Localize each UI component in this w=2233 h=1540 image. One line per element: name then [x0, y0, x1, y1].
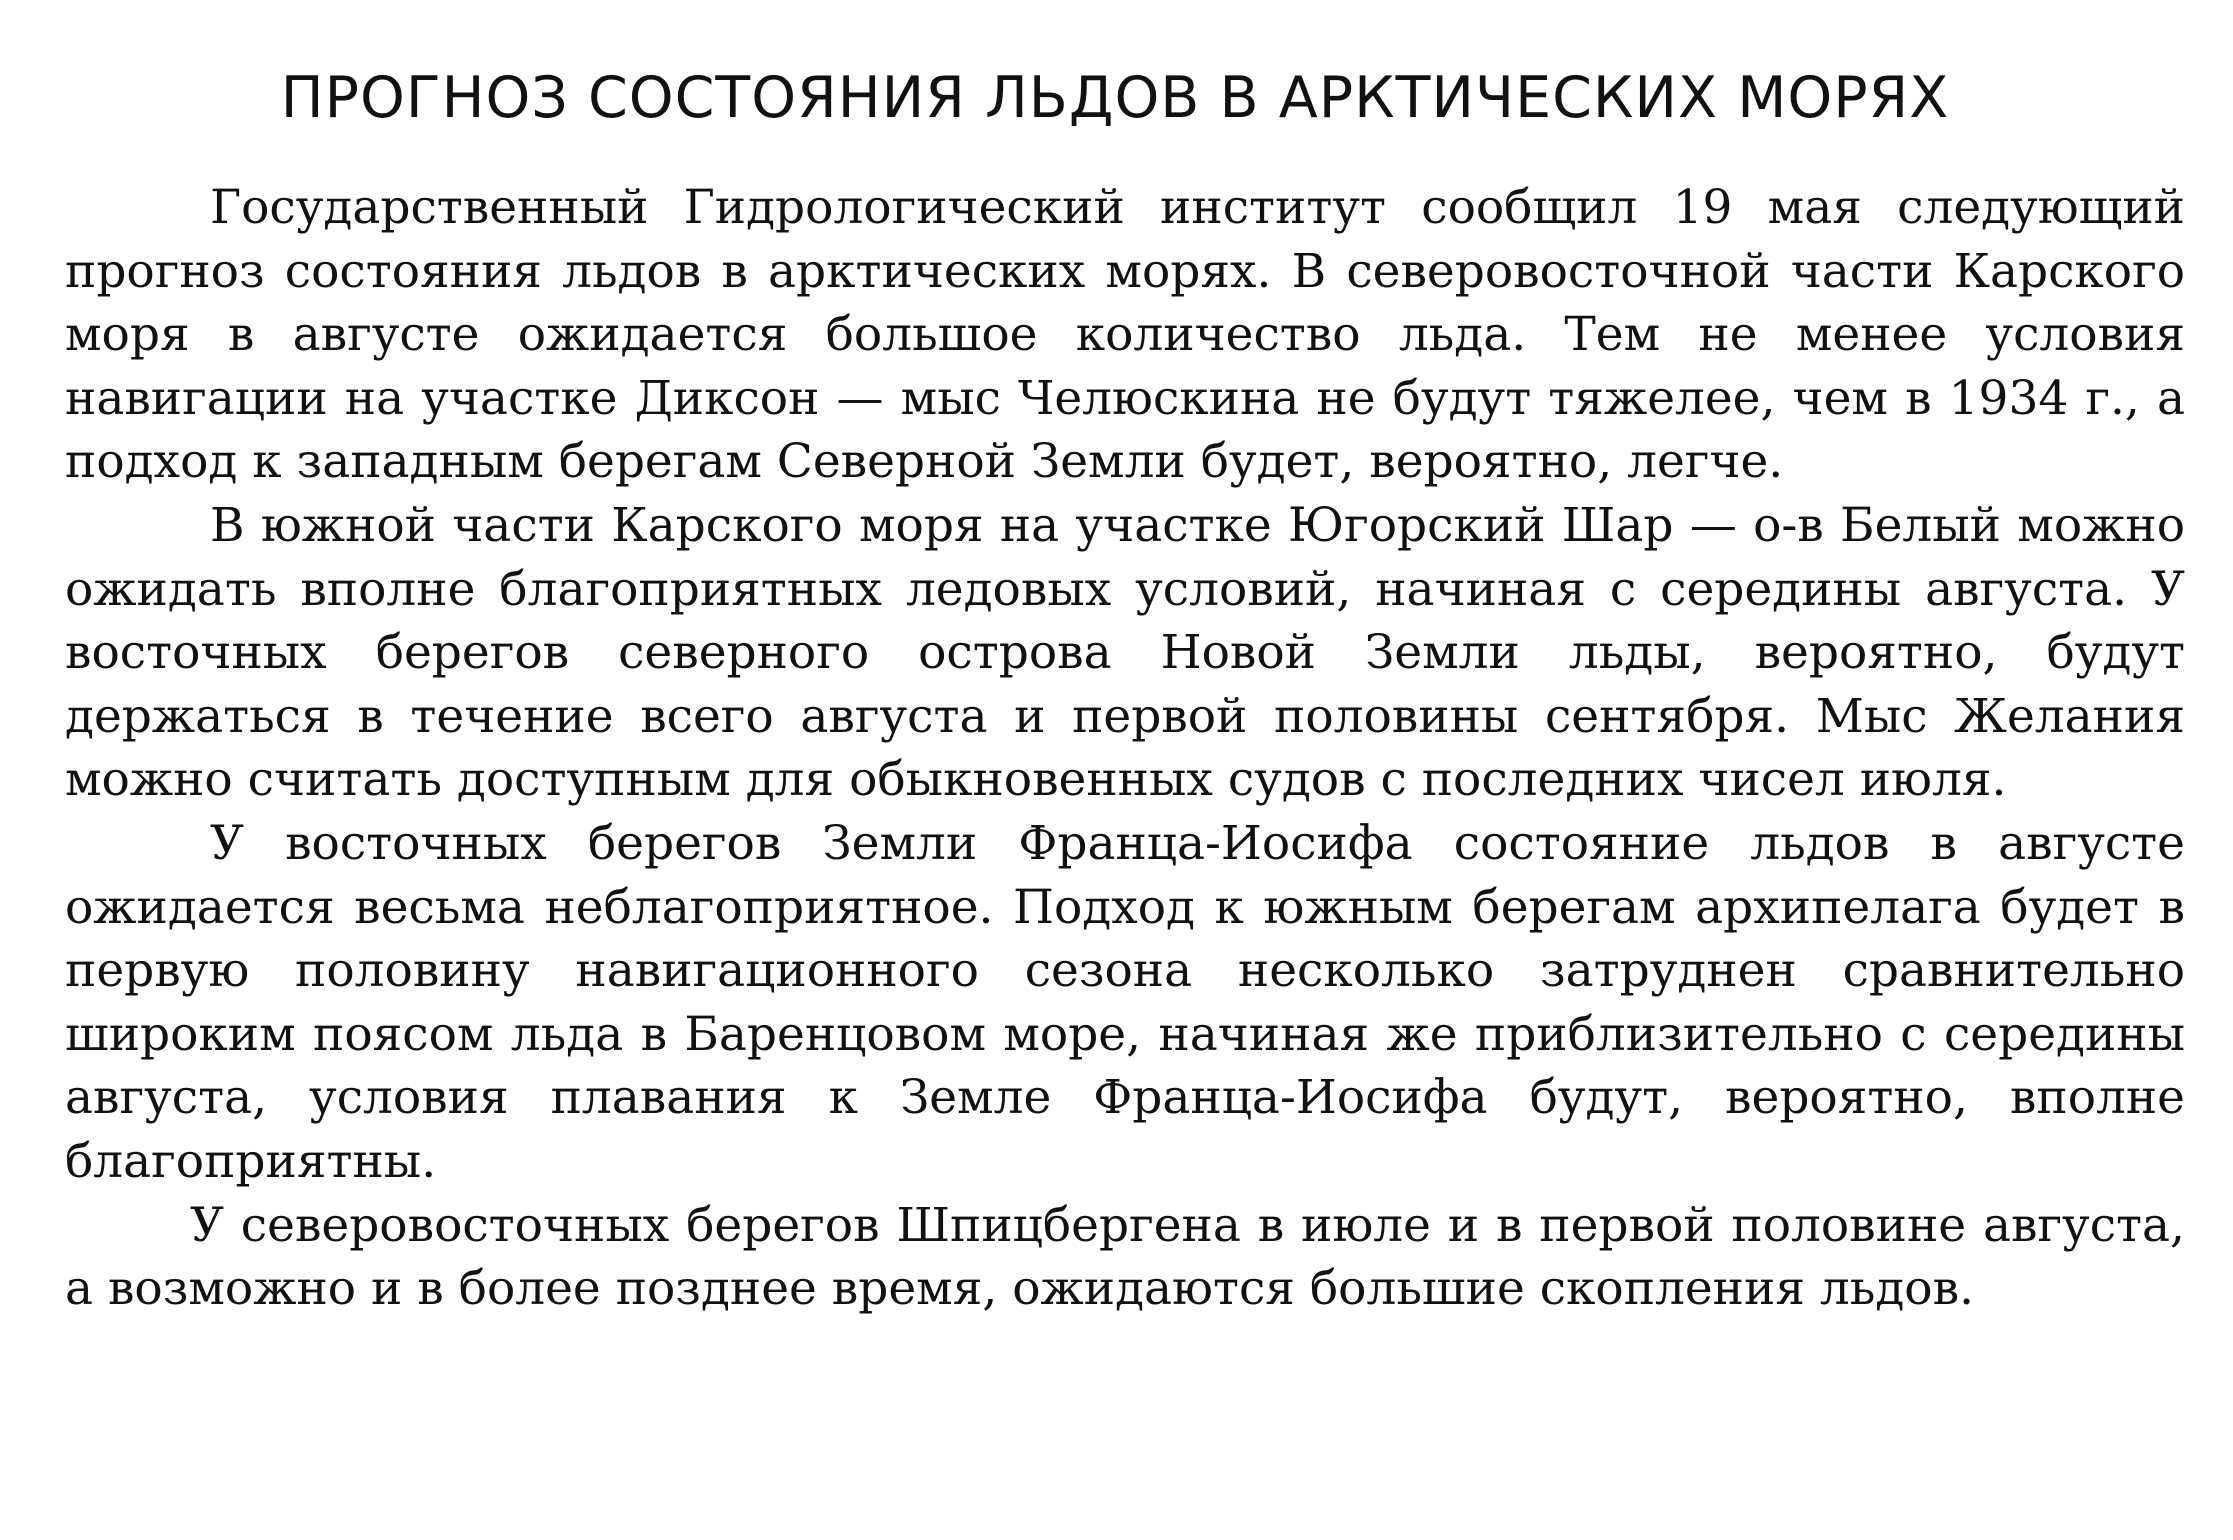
paragraph-3: У восточных берегов Земли Франца-Иосифа состояние льдов в августе ожидается весьма неблагоприятное. Подход к южным берегам архипелага будет в первую половину навигационного сезона несколько затруднен сравнительно широким поясом льда в Баренцовом море, начиная же приблизительно с середины августа, условия плавания к Земле Франца-Иосифа будут, вероятно, вполне благоприятны. — [65, 815, 2185, 1189]
paragraph-1: Государственный Гидрологический институт сообщил 19 мая следующий прогноз состояния льдов в арктических морях. В северовосточной части Карского моря в августе ожидается большое количество льда. Тем не менее условия навигации на участке Диксон — мыс Челюскина не будут тяжелее, чем в 1934 г., а подход к западным берегам Северной Земли будет, вероятно, легче. — [65, 180, 2185, 490]
document-body — [65, 176, 2185, 1321]
paragraph-2: В южной части Карского моря на участке Югорский Шар — о-в Белый можно ожидать вполне благоприятных ледовых условий, начиная с середины августа. У восточных берегов северного острова Новой Земли льды, вероятно, будут держаться в течение всего августа и первой половины сентября. Мыс Желания можно считать доступным для обыкновенных судов с последних чисел июля. — [65, 497, 2185, 808]
paragraph-4: У северовосточных берегов Шпицбергена в июле и в первой половине августа, а возможно и в более позднее время, ожидаются большие скопления льдов. — [65, 1197, 2185, 1317]
document-title: ПРОГНОЗ СОСТОЯНИЯ ЛЬДОВ В АРКТИЧЕСКИХ МОРЯХ — [280, 65, 1950, 131]
